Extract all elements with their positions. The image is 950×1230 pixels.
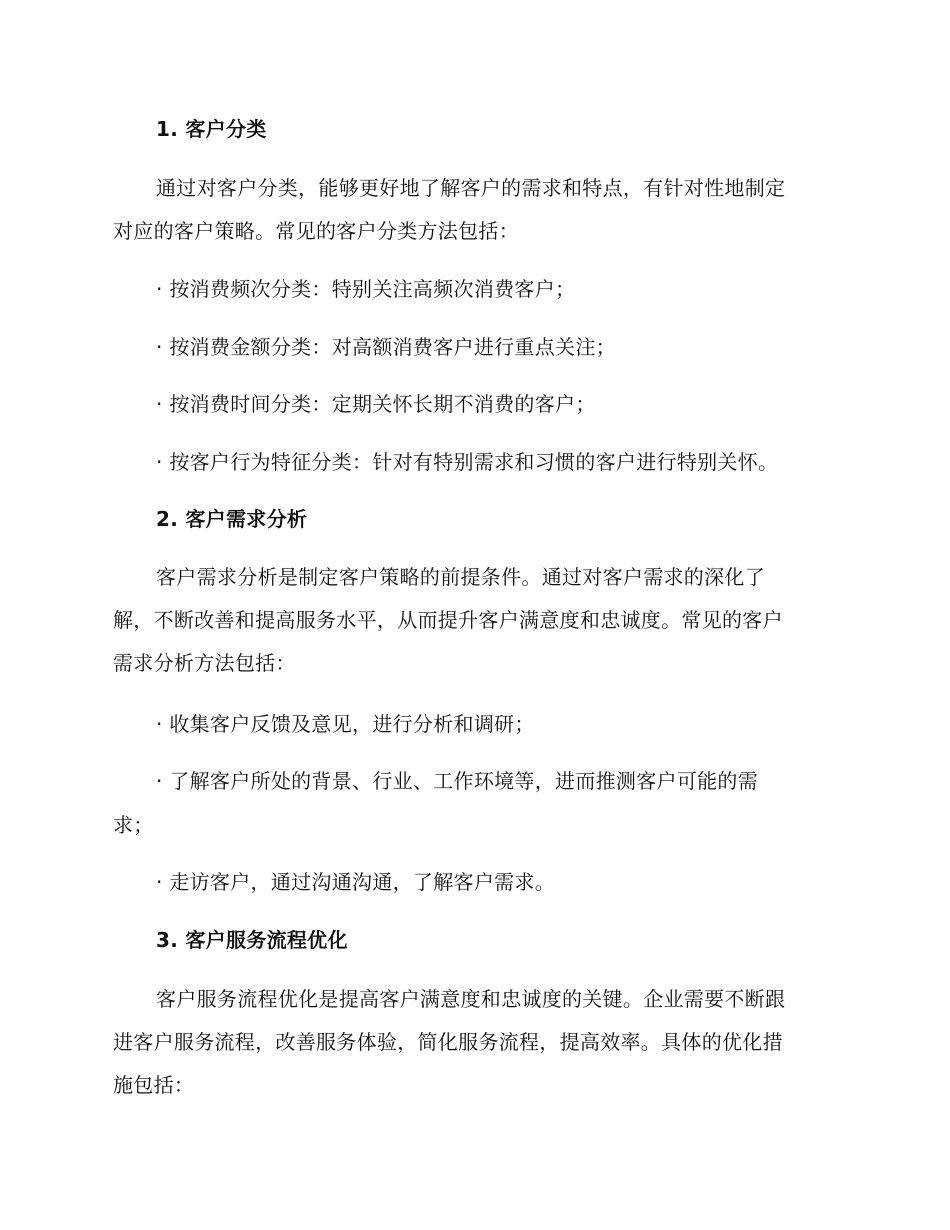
paragraph-line: 客户需求分析是制定客户策略的前提条件。通过对客户需求的深化了 [156, 565, 765, 589]
section-heading-2: 2. 客户需求分析 [156, 507, 308, 531]
paragraph-line: 客户服务流程优化是提高客户满意度和忠诚度的关键。企业需要不断跟 [156, 987, 786, 1011]
section-heading-3: 3. 客户服务流程优化 [156, 928, 348, 952]
section-heading-1: 1. 客户分类 [156, 117, 267, 141]
bullet-item: · 按消费金额分类：对高额消费客户进行重点关注； [156, 335, 616, 359]
paragraph-line: 通过对客户分类，能够更好地了解客户的需求和特点，有针对性地制定 [156, 176, 786, 200]
paragraph-line: 解，不断改善和提高服务水平，从而提升客户满意度和忠诚度。常见的客户 [113, 608, 783, 632]
bullet-item: · 按消费频次分类：特别关注高频次消费客户； [156, 277, 576, 301]
paragraph-line: 对应的客户策略。常见的客户分类方法包括： [113, 219, 519, 243]
bullet-item-continuation: 求； [113, 813, 154, 837]
paragraph-line: 进客户服务流程，改善服务体验，简化服务流程，提高效率。具体的优化措 [113, 1030, 783, 1054]
bullet-item: · 按客户行为特征分类：针对有特别需求和习惯的客户进行特别关怀。 [156, 450, 779, 474]
paragraph-line: 施包括： [113, 1073, 195, 1097]
paragraph-line: 需求分析方法包括： [113, 651, 296, 675]
bullet-item: · 收集客户反馈及意见，进行分析和调研； [156, 712, 535, 736]
bullet-item: · 了解客户所处的背景、行业、工作环境等，进而推测客户可能的需 [156, 769, 759, 793]
bullet-item: · 走访客户，通过沟通沟通，了解客户需求。 [156, 870, 556, 894]
bullet-item: · 按消费时间分类：定期关怀长期不消费的客户； [156, 392, 596, 416]
